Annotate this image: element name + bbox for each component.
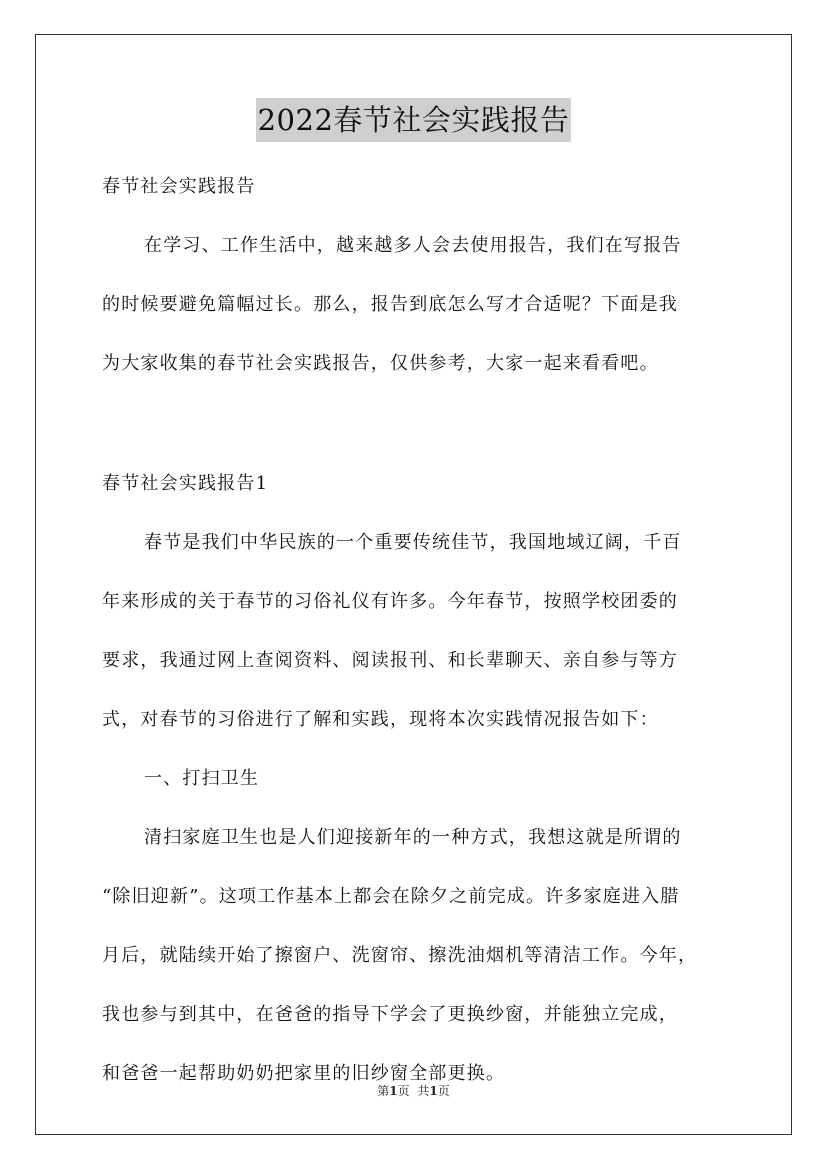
- title-container: [0, 98, 827, 142]
- section-paragraph-line-2: 年来形成的关于春节的习俗礼仪有许多。今年春节，按照学校团委的: [102, 591, 678, 612]
- intro-line-2: 的时候要避免篇幅过长。那么，报告到底怎么写才合适呢？下面是我: [102, 294, 678, 315]
- page-footer: [0, 1083, 827, 1099]
- footer-total-prefix: 共: [417, 1084, 430, 1098]
- section-paragraph-line-1: 春节是我们中华民族的一个重要传统佳节，我国地域辽阔，千百: [144, 532, 682, 553]
- subheading-cleaning: 一、打扫卫生: [144, 768, 260, 789]
- document-title: 2022春节社会实践报告: [256, 98, 572, 142]
- document-body: [102, 172, 742, 1089]
- cleaning-line-1: 清扫家庭卫生也是人们迎接新年的一种方式，我想这就是所谓的: [144, 827, 682, 848]
- footer-total-unit: 页: [437, 1084, 450, 1098]
- cleaning-line-5: 和爸爸一起帮助奶奶把家里的旧纱窗全部更换。: [102, 1063, 506, 1084]
- cleaning-line-3: 月后，就陆续开始了擦窗户、洗窗帘、擦洗油烟机等清洁工作。今年，: [102, 945, 698, 966]
- intro-line-3: 为大家收集的春节社会实践报告，仅供参考，大家一起来看看吧。: [102, 353, 659, 374]
- document-subtitle: 春节社会实践报告: [102, 176, 256, 197]
- footer-page-unit: 页: [397, 1084, 410, 1098]
- section-heading: 春节社会实践报告1: [102, 473, 269, 494]
- footer-page-number: 1: [389, 1084, 398, 1098]
- section-paragraph-line-3: 要求，我通过网上查阅资料、阅读报刊、和长辈聊天、亲自参与等方: [102, 650, 678, 671]
- section-paragraph-line-4: 式，对春节的习俗进行了解和实践，现将本次实践情况报告如下：: [102, 709, 659, 730]
- cleaning-line-2: “除旧迎新”。这项工作基本上都会在除夕之前完成。许多家庭进入腊: [102, 886, 680, 907]
- cleaning-line-4: 我也参与到其中，在爸爸的指导下学会了更换纱窗，并能独立完成，: [102, 1004, 678, 1025]
- footer-prefix: 第: [377, 1084, 390, 1098]
- footer-total-pages: 1: [429, 1084, 438, 1098]
- intro-line-1: 在学习、工作生活中，越来越多人会去使用报告，我们在写报告: [144, 235, 682, 256]
